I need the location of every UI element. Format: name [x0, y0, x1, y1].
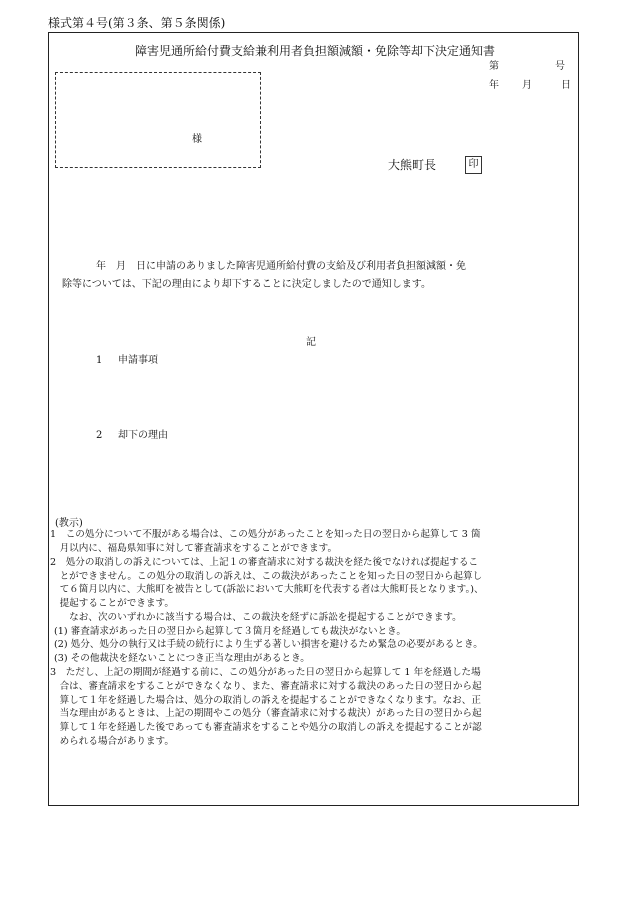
note-line: 2 処分の取消しの訴えについては、上記１の審査請求に対する裁決を経た後でなければ提起するこ	[50, 557, 479, 568]
note-line: 算して１年を経過した後であっても審査請求をすることや処分の取消しの訴えを提起することが認	[50, 722, 482, 733]
note-line: 提起することができます。	[50, 598, 174, 609]
note-line: て６箇月以内に、大熊町を被告として(訴訟において大熊町を代表する者は大熊町長となります。)、	[50, 584, 484, 595]
seal-stamp: 印	[465, 156, 482, 174]
ki-heading: 記	[306, 337, 316, 348]
item-label: 却下の理由	[118, 430, 168, 441]
intro-line-1: 年 月 日に申請のありました障害児通所給付費の支給及び利用者負担額減額・免	[96, 261, 466, 272]
note-line: められる場合があります。	[50, 736, 174, 747]
note-line: 1 この処分について不服がある場合は、この処分があったことを知った日の翌日から起算して 3 箇	[50, 529, 481, 540]
date-year: 年	[489, 80, 499, 91]
item-number: 2	[96, 430, 103, 441]
doc-number-suffix: 号	[555, 61, 565, 72]
item-label: 申請事項	[118, 355, 158, 366]
form-label: 様式第４号(第３条、第５条関係)	[48, 16, 226, 30]
issuer-name: 大熊町長	[388, 158, 437, 172]
note-line: (2) 処分、処分の執行又は手続の続行により生ずる著しい損害を避けるため緊急の必要があるとき。	[54, 639, 483, 650]
item-number: 1	[96, 355, 103, 366]
note-line: 月以内に、福島県知事に対して審査請求をすることができます。	[50, 543, 338, 554]
note-line: なお、次のいずれかに該当する場合は、この裁決を経ずに訴訟を提起することができます。	[50, 612, 462, 623]
date-day: 日	[561, 80, 571, 91]
addressee-suffix: 様	[192, 134, 202, 145]
note-line: とができません。この処分の取消しの訴えは、この裁決があったことを知った日の翌日から起算し	[50, 571, 483, 582]
note-line: 当な理由があるときは、上記の期間やこの処分（審査請求に対する裁決）があった日の翌日から起	[50, 708, 482, 719]
intro-line-2: 除等については、下記の理由により却下することに決定しましたので通知します。	[62, 279, 431, 290]
addressee-box	[55, 72, 261, 168]
notes-heading: (教示)	[55, 518, 83, 529]
note-line: 合は、審査請求をすることができなくなり、また、審査請求に対する裁決のあった日の翌日から起	[50, 681, 482, 692]
document-title: 障害児通所給付費支給兼利用者負担額減額・免除等却下決定通知書	[134, 44, 495, 58]
note-line: 3 ただし、上記の期間が経過する前に、この処分があった日の翌日から起算して 1 年を経過した場	[50, 667, 481, 678]
item-rejection-reason	[96, 426, 168, 441]
item-application	[96, 351, 158, 366]
note-line: (1) 審査請求があった日の翌日から起算して３箇月を経過しても裁決がないとき。	[54, 626, 406, 637]
note-line: 算して１年を経過した場合は、処分の取消しの訴えを提起することができなくなります。なお、正	[50, 695, 481, 706]
date-month: 月	[522, 80, 532, 91]
note-line: (3) その他裁決を経ないことにつき正当な理由があるとき。	[54, 653, 310, 664]
doc-number-prefix: 第	[489, 61, 499, 72]
